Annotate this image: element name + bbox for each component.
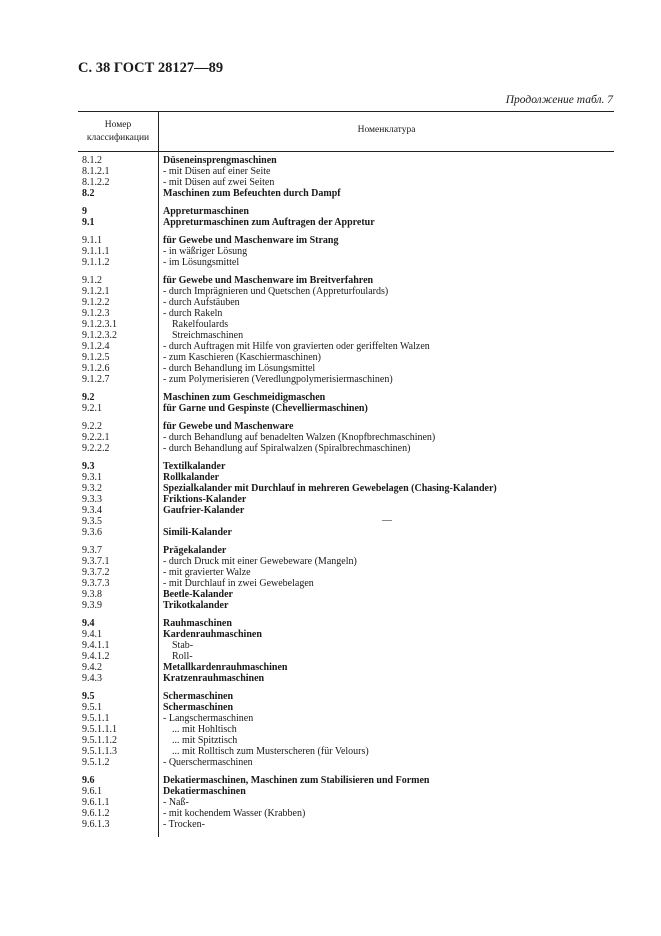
nomenclature-entry: für Gewebe und Maschenware im Breitverfahren (163, 275, 374, 286)
table-body (0, 155, 661, 830)
classification-number: 9.1.1 (82, 235, 102, 246)
table-row (0, 702, 661, 713)
nomenclature-entry: - durch Behandlung im Lösungsmittel (163, 363, 316, 374)
nomenclature-entry: Metallkardenrauhmaschinen (163, 662, 288, 673)
classification-number: 9.3.3 (82, 494, 102, 505)
table-row (0, 724, 661, 735)
column-header-number-line1: Номер (104, 120, 132, 130)
classification-number: 9.3.6 (82, 527, 102, 538)
table-row (0, 177, 661, 188)
table-row (0, 673, 661, 684)
nomenclature-entry: Textilkalander (163, 461, 226, 472)
nomenclature-entry: Appreturmaschinen (163, 206, 249, 217)
table-row (0, 308, 661, 319)
table-row (0, 432, 661, 443)
nomenclature-entry: - im Lösungsmittel (163, 257, 240, 268)
classification-number: 9.1.2.3.2 (82, 330, 117, 341)
table-row (0, 589, 661, 600)
classification-number: 9.3.8 (82, 589, 102, 600)
nomenclature-entry: ... mit Rolltisch zum Musterscheren (für Velours) (172, 746, 369, 757)
nomenclature-entry: für Gewebe und Maschenware im Strang (163, 235, 339, 246)
table-row (0, 618, 661, 629)
classification-number: 9.5 (82, 691, 95, 702)
nomenclature-entry: Rauhmaschinen (163, 618, 232, 629)
classification-number: 9.4.2 (82, 662, 102, 673)
classification-number: 9.3.7.2 (82, 567, 110, 578)
classification-number: 9.6.1.2 (82, 808, 110, 819)
table-row (0, 392, 661, 403)
nomenclature-entry: Rakelfoulards (172, 319, 229, 330)
table-row (0, 567, 661, 578)
classification-number: 8.1.2.2 (82, 177, 110, 188)
nomenclature-entry: Kratzenrauhmaschinen (163, 673, 265, 684)
table-continuation-label: Продолжение табл. 7 (505, 94, 613, 106)
nomenclature-entry: ... mit Hohltisch (172, 724, 237, 735)
table-row (0, 556, 661, 567)
table-row (0, 461, 661, 472)
table-row (0, 246, 661, 257)
table-row (0, 472, 661, 483)
empty-entry-dash: — (382, 515, 392, 526)
table-row (0, 363, 661, 374)
table-row (0, 341, 661, 352)
classification-number: 9.5.1.1.3 (82, 746, 117, 757)
classification-number: 9.4.3 (82, 673, 102, 684)
table-row (0, 819, 661, 830)
nomenclature-entry: Schermaschinen (163, 691, 233, 702)
table-row (0, 735, 661, 746)
nomenclature-entry: Kardenrauhmaschinen (163, 629, 262, 640)
classification-number: 9.6.1.1 (82, 797, 110, 808)
classification-number: 9.3.7.1 (82, 556, 110, 567)
classification-number: 9.3.7 (82, 545, 102, 556)
nomenclature-entry: Maschinen zum Befeuchten durch Dampf (163, 188, 341, 199)
table-row (0, 286, 661, 297)
classification-number: 9.3.4 (82, 505, 102, 516)
table-row (0, 757, 661, 768)
classification-number: 9.1.2.5 (82, 352, 110, 363)
classification-number: 9.1.1.2 (82, 257, 110, 268)
table-row (0, 578, 661, 589)
nomenclature-entry: Spezialkalander mit Durchlauf in mehreren Gewebelagen (Chasing-Kalander) (163, 483, 497, 494)
classification-number: 9.1.2.7 (82, 374, 110, 385)
classification-number: 9.1.2 (82, 275, 102, 286)
nomenclature-entry: Prägekalander (163, 545, 227, 556)
table-row (0, 206, 661, 217)
nomenclature-entry: - durch Behandlung auf benadelten Walzen (Knopfbrechmaschinen) (163, 432, 436, 443)
classification-number: 9.2.2 (82, 421, 102, 432)
nomenclature-entry: - durch Auftragen mit Hilfe von gravierten oder geriffelten Walzen (163, 341, 430, 352)
classification-number: 9.3.5 (82, 516, 102, 527)
nomenclature-entry: - durch Imprägnieren und Quetschen (Appreturfoulards) (163, 286, 389, 297)
classification-number: 8.2 (82, 188, 95, 199)
table-row (0, 235, 661, 246)
classification-number: 9.2 (82, 392, 95, 403)
nomenclature-entry: - zum Kaschieren (Kaschiermaschinen) (163, 352, 321, 363)
classification-number: 9.4.1 (82, 629, 102, 640)
table-row (0, 545, 661, 556)
table-row (0, 494, 661, 505)
table-row (0, 443, 661, 454)
nomenclature-entry: - Querschermaschinen (163, 757, 253, 768)
table-row (0, 330, 661, 341)
table-row (0, 217, 661, 228)
classification-number: 9.6.1 (82, 786, 102, 797)
nomenclature-entry: Stab- (172, 640, 194, 651)
page-title: С. 38 ГОСТ 28127—89 (78, 60, 224, 76)
classification-number: 9.5.1.1.1 (82, 724, 117, 735)
table-row (0, 775, 661, 786)
table-row (0, 786, 661, 797)
classification-number: 9.4.1.1 (82, 640, 110, 651)
classification-number: 8.1.2 (82, 155, 102, 166)
classification-number: 9.1.2.6 (82, 363, 110, 374)
nomenclature-entry: Düseneinsprengmaschinen (163, 155, 277, 166)
nomenclature-entry: - durch Druck mit einer Gewebeware (Mangeln) (163, 556, 357, 567)
nomenclature-entry: für Gewebe und Maschenware (163, 421, 294, 432)
nomenclature-entry: Schermaschinen (163, 702, 233, 713)
nomenclature-entry: - mit Durchlauf in zwei Gewebelagen (163, 578, 314, 589)
table-row (0, 421, 661, 432)
table-row (0, 746, 661, 757)
classification-number: 9.4.1.2 (82, 651, 110, 662)
classification-number: 9.3.9 (82, 600, 102, 611)
table-row (0, 166, 661, 177)
table-row (0, 275, 661, 286)
nomenclature-entry: - zum Polymerisieren (Veredlungpolymerisiermaschinen) (163, 374, 393, 385)
nomenclature-entry: Streichmaschinen (172, 330, 244, 341)
nomenclature-entry: - durch Rakeln (163, 308, 223, 319)
classification-number: 9.5.1.1 (82, 713, 110, 724)
table-row (0, 600, 661, 611)
nomenclature-entry: - Trocken- (163, 819, 205, 830)
classification-number: 9.1.1.1 (82, 246, 110, 257)
table-row (0, 691, 661, 702)
table-row (0, 374, 661, 385)
classification-number: 9.6.1.3 (82, 819, 110, 830)
classification-number: 9.3.2 (82, 483, 102, 494)
classification-number: 9.1.2.3.1 (82, 319, 117, 330)
nomenclature-entry: - in wäßriger Lösung (163, 246, 248, 257)
nomenclature-entry: ... mit Spitztisch (172, 735, 238, 746)
nomenclature-entry: Simili-Kalander (163, 527, 232, 538)
nomenclature-entry: - durch Aufstäuben (163, 297, 240, 308)
table-row (0, 155, 661, 166)
nomenclature-entry: Friktions-Kalander (163, 494, 247, 505)
table-row (0, 352, 661, 363)
table-row (0, 188, 661, 199)
nomenclature-entry: Gaufrier-Kalander (163, 505, 245, 516)
table-row (0, 797, 661, 808)
table-row (0, 713, 661, 724)
classification-number: 9.1 (82, 217, 95, 228)
table-row (0, 403, 661, 414)
classification-number: 9.2.2.1 (82, 432, 110, 443)
nomenclature-entry: - Naß- (163, 797, 189, 808)
classification-number: 9.3 (82, 461, 95, 472)
nomenclature-entry: für Garne und Gespinste (Chevelliermaschinen) (163, 403, 368, 414)
column-header-number (78, 119, 158, 145)
classification-number: 9.6 (82, 775, 95, 786)
classification-number: 9.1.2.4 (82, 341, 110, 352)
table-row (0, 640, 661, 651)
nomenclature-entry: Roll- (172, 651, 193, 662)
column-header-number-line2: классификации (86, 133, 150, 143)
nomenclature-entry: - mit Düsen auf zwei Seiten (163, 177, 275, 188)
column-header-nomenclature: Номенклатура (357, 125, 416, 135)
table-row (0, 483, 661, 494)
table-row (0, 319, 661, 330)
classification-number: 8.1.2.1 (82, 166, 110, 177)
classification-number: 9.2.2.2 (82, 443, 110, 454)
nomenclature-entry: - mit Düsen auf einer Seite (163, 166, 271, 177)
nomenclature-entry: Maschinen zum Geschmeidigmaschen (163, 392, 326, 403)
classification-number: 9.3.1 (82, 472, 102, 483)
classification-number: 9.3.7.3 (82, 578, 110, 589)
nomenclature-entry: - durch Behandlung auf Spiralwalzen (Spiralbrechmaschinen) (163, 443, 411, 454)
table-row (0, 516, 661, 527)
classification-number: 9.5.1.2 (82, 757, 110, 768)
nomenclature-entry: Appreturmaschinen zum Auftragen der Appretur (163, 217, 375, 228)
classification-number: 9.1.2.1 (82, 286, 110, 297)
nomenclature-entry: Dekatiermaschinen, Maschinen zum Stabilisieren und Formen (163, 775, 430, 786)
nomenclature-entry: Beetle-Kalander (163, 589, 233, 600)
classification-number: 9.4 (82, 618, 95, 629)
classification-number: 9.5.1.1.2 (82, 735, 117, 746)
nomenclature-entry: Rollkalander (163, 472, 220, 483)
table-row (0, 808, 661, 819)
table-row (0, 297, 661, 308)
table-row (0, 527, 661, 538)
classification-number: 9.2.1 (82, 403, 102, 414)
table-row (0, 662, 661, 673)
table-row (0, 505, 661, 516)
nomenclature-entry: - mit kochendem Wasser (Krabben) (163, 808, 306, 819)
table-row (0, 257, 661, 268)
nomenclature-entry: Dekatiermaschinen (163, 786, 246, 797)
classification-number: 9.1.2.2 (82, 297, 110, 308)
classification-number: 9.1.2.3 (82, 308, 110, 319)
classification-number: 9 (82, 206, 87, 217)
table-row (0, 629, 661, 640)
nomenclature-entry: Trikotkalander (163, 600, 229, 611)
nomenclature-entry: - mit gravierter Walze (163, 567, 251, 578)
nomenclature-entry: - Langschermaschinen (163, 713, 254, 724)
classification-number: 9.5.1 (82, 702, 102, 713)
table-row (0, 651, 661, 662)
